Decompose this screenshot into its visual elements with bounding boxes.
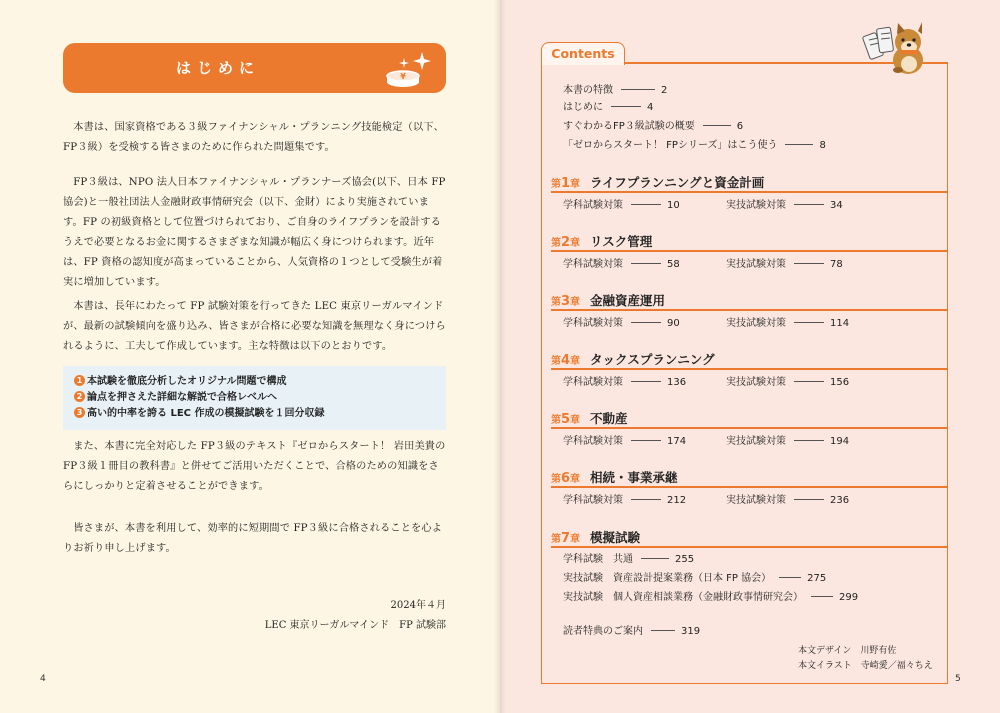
toc-entry[interactable] (563, 553, 694, 567)
chapter-heading[interactable] (551, 409, 628, 427)
signature-org: LEC 東京リーガルマインド FP 試験部 (264, 620, 446, 631)
leader-line (794, 499, 824, 500)
chapter-prefix: 第 (551, 356, 561, 367)
toc-entry-label: 本書の特徴 (563, 85, 613, 96)
chapter-prefix: 第 (551, 415, 561, 426)
intro-paragraph-3: 本書は、長年にわたって FP 試験対策を行ってきた LEC 東京リーガルマインドが、最新の試験傾向を盛り込み、皆さまが合格に必要な知識を無理なく身につけられるように、工夫して作成しています。主な特徴は以下のとおりです。 (63, 301, 446, 352)
toc-entry[interactable] (563, 572, 826, 586)
toc-entry-label: すぐわかるFP３級試験の概要 (563, 121, 695, 132)
chapter-prefix: 第 (551, 297, 561, 308)
credit-name: 寺崎愛／福々ちえ (860, 661, 933, 671)
toc-entry[interactable] (563, 591, 858, 605)
chapter-title: 金融資産運用 (590, 293, 666, 308)
credit-illustration (798, 658, 933, 671)
leader-line (631, 204, 661, 205)
feature-item (74, 374, 287, 390)
chapter-prefix: 第 (551, 534, 561, 545)
chapter-heading[interactable] (551, 291, 665, 309)
feature-number: 1 (74, 375, 85, 386)
intro-title: はじめに (175, 59, 260, 77)
toc-entry-label: 実技試験 資産設計提案業務（日本 FP 協会） (563, 573, 772, 584)
toc-entry-label: 実技試験対策 (726, 495, 786, 506)
toc-entry-jitsugi[interactable] (726, 435, 849, 449)
chapter-rule (551, 309, 947, 311)
chapter-number: 1 (561, 176, 571, 191)
leader-line (779, 577, 801, 578)
credit-role: 本文デザイン (798, 646, 852, 656)
toc-entry-page: 78 (830, 259, 843, 270)
toc-entry-page: 2 (661, 85, 668, 96)
credit-name: 川野有佐 (860, 646, 897, 656)
chapter-rule (551, 486, 947, 488)
toc-entry-label: 学科試験対策 (563, 259, 623, 270)
chapter-suffix: 章 (570, 356, 581, 367)
signature-date: 2024年４月 (390, 600, 446, 611)
credit-role: 本文イラスト (798, 661, 852, 671)
toc-entry[interactable] (563, 120, 743, 134)
chapter-label (551, 235, 581, 250)
toc-entry-page: 58 (667, 259, 680, 270)
chapter-heading[interactable] (551, 173, 764, 191)
chapter-suffix: 章 (570, 179, 581, 190)
toc-entry-page: 299 (839, 592, 859, 603)
toc-entry-page: 174 (667, 436, 687, 447)
chapter-number: 2 (561, 235, 571, 250)
chapter-title: 模擬試験 (590, 530, 641, 545)
toc-entry-label: 学科試験 共通 (563, 554, 633, 565)
leader-line (641, 558, 669, 559)
leader-line (631, 263, 661, 264)
page-number-left: 4 (40, 674, 46, 684)
toc-entry-page: 194 (830, 436, 850, 447)
toc-entry-jitsugi[interactable] (726, 376, 849, 390)
leader-line (794, 322, 824, 323)
toc-entry-page: 4 (647, 102, 654, 113)
chapter-label (551, 531, 581, 546)
leader-line (631, 499, 661, 500)
feature-text: 高い的中率を誇る LEC 作成の模擬試験を１回分収録 (87, 408, 325, 419)
toc-entry-gakka[interactable] (563, 317, 680, 331)
dog-mascot-icon (860, 20, 935, 78)
intro-paragraph-5: 皆さまが、本書を利用して、効率的に短期間で FP３級に合格されることを心よりお祈り申し上げます。 (63, 523, 443, 554)
leader-line (651, 630, 675, 631)
toc-entry-label: 学科試験対策 (563, 200, 623, 211)
chapter-title: タックスプランニング (590, 352, 715, 367)
toc-entry-page: 236 (830, 495, 850, 506)
toc-entry-page: 136 (667, 377, 687, 388)
chapter-label (551, 412, 581, 427)
leader-line (631, 381, 661, 382)
chapter-suffix: 章 (570, 297, 581, 308)
chapter-rule (551, 368, 947, 370)
leader-line (794, 440, 824, 441)
chapter-prefix: 第 (551, 238, 561, 249)
toc-entry-label: 読者特典のご案内 (563, 626, 643, 637)
coin-stack-icon (374, 46, 444, 96)
toc-entry-page: 34 (830, 200, 843, 211)
feature-text: 本試験を徹底分析したオリジナル問題で構成 (87, 376, 287, 387)
toc-entry-gakka[interactable] (563, 376, 686, 390)
toc-entry-page: 114 (830, 318, 850, 329)
intro-paragraph-2: FP３級は、NPO 法人日本ファイナンシャル・プランナーズ協会(以下、日本 FP 協会)と一般社団法人金融財政事情研究会（以下、金財）により実施されています。FP の初級資格として位置づけられており、ご自身のライフプランを設計するうえで必要となるお金に関するさまざまな知識が幅広く身につけられます。近年は、FP 資格の認知度が高まっていることから、人気資格の１つとして受験生が着実に増加しています。 (63, 177, 446, 288)
chapter-number: 4 (561, 353, 571, 368)
toc-entry-page: 90 (667, 318, 680, 329)
chapter-number: 6 (561, 471, 571, 486)
toc-entry-jitsugi[interactable] (726, 494, 849, 508)
chapter-rule (551, 546, 947, 548)
feature-item (74, 406, 325, 422)
chapter-heading[interactable] (551, 468, 678, 486)
toc-entry-page: 6 (736, 121, 744, 132)
toc-entry-gakka[interactable] (563, 258, 680, 272)
leader-line (611, 106, 641, 107)
leader-line (621, 89, 655, 90)
toc-entry-label: 学科試験対策 (563, 436, 623, 447)
toc-entry-label: 「ゼロからスタート！ FPシリーズ」はこう使う (563, 140, 778, 151)
toc-entry-gakka[interactable] (563, 199, 680, 213)
toc-entry-label: 実技試験対策 (726, 200, 786, 211)
intro-paragraph-1: 本書は、国家資格である３級ファイナンシャル・プランニング技能検定（以下、FP３級）を受検する皆さまのために作られた問題集です。 (63, 122, 444, 153)
toc-entry-label: 学科試験対策 (563, 318, 623, 329)
chapter-label (551, 294, 581, 309)
toc-entry-page: 212 (667, 495, 687, 506)
toc-entry-label: 実技試験対策 (726, 377, 786, 388)
chapter-heading[interactable] (551, 350, 715, 368)
feature-text: 論点を押さえた詳細な解説で合格レベルへ (87, 392, 277, 403)
chapter-prefix: 第 (551, 474, 561, 485)
contents-label: Contents (551, 46, 615, 61)
leader-line (631, 440, 661, 441)
toc-entry-label: 学科試験対策 (563, 495, 623, 506)
leader-line (794, 204, 824, 205)
toc-entry-label: 学科試験対策 (563, 377, 623, 388)
toc-entry[interactable] (563, 101, 653, 115)
credit-design (798, 643, 896, 656)
svg-text:¥: ¥ (400, 72, 406, 81)
leader-line (811, 596, 833, 597)
chapter-label (551, 353, 581, 368)
toc-entry-page: 156 (830, 377, 850, 388)
chapter-rule (551, 191, 947, 193)
chapter-title: 相続・事業承継 (590, 470, 678, 485)
toc-entry-gakka[interactable] (563, 494, 686, 508)
chapter-prefix: 第 (551, 179, 561, 190)
leader-line (785, 144, 813, 145)
chapter-rule (551, 427, 947, 429)
chapter-title: ライフプランニングと資金計画 (590, 175, 765, 190)
chapter-title: 不動産 (590, 411, 628, 426)
contents-tab (541, 42, 625, 65)
chapter-suffix: 章 (570, 415, 581, 426)
chapter-label (551, 471, 581, 486)
toc-entry-page: 255 (675, 554, 695, 565)
feature-box (63, 366, 446, 430)
chapter-label (551, 176, 581, 191)
toc-entry[interactable] (563, 84, 667, 98)
page-number-right: 5 (955, 674, 961, 684)
chapter-heading[interactable] (551, 528, 640, 546)
intro-paragraph-4: また、本書に完全対応した FP３級のテキスト『ゼロからスタート！ 岩田美貴の FP３級１冊目の教科書』と併せてご活用いただくことで、合格のための知識をさらにしっかりと定着させることができます。 (63, 441, 446, 492)
leader-line (703, 125, 731, 126)
chapter-suffix: 章 (570, 238, 581, 249)
toc-entry-page: 275 (807, 573, 827, 584)
chapter-number: 5 (561, 412, 571, 427)
chapter-number: 7 (561, 531, 571, 546)
chapter-number: 3 (561, 294, 571, 309)
toc-entry-label: 実技試験対策 (726, 436, 786, 447)
chapter-heading[interactable] (551, 232, 652, 250)
toc-entry-label: はじめに (563, 102, 603, 113)
toc-entry-reader-bonus[interactable] (563, 625, 700, 639)
toc-entry-page: 10 (667, 200, 680, 211)
chapter-suffix: 章 (570, 534, 581, 545)
toc-entry-jitsugi[interactable] (726, 317, 849, 331)
book-gutter (494, 0, 506, 713)
toc-entry-jitsugi[interactable] (726, 258, 843, 272)
toc-entry-label: 実技試験対策 (726, 318, 786, 329)
toc-entry-page: 319 (681, 626, 701, 637)
chapter-rule (551, 250, 947, 252)
feature-number: 3 (74, 407, 85, 418)
leader-line (794, 381, 824, 382)
sparkle-icon (399, 52, 431, 70)
feature-number: 2 (74, 391, 85, 402)
toc-entry-label: 実技試験 個人資産相談業務（金融財政事情研究会） (563, 592, 803, 603)
leader-line (631, 322, 661, 323)
chapter-suffix: 章 (570, 474, 581, 485)
toc-entry[interactable] (563, 139, 826, 153)
toc-entry-page: 8 (819, 140, 826, 151)
leader-line (794, 263, 824, 264)
feature-item (74, 390, 277, 406)
chapter-title: リスク管理 (590, 234, 653, 249)
toc-entry-label: 実技試験対策 (726, 259, 786, 270)
toc-entry-gakka[interactable] (563, 435, 686, 449)
toc-entry-jitsugi[interactable] (726, 199, 843, 213)
